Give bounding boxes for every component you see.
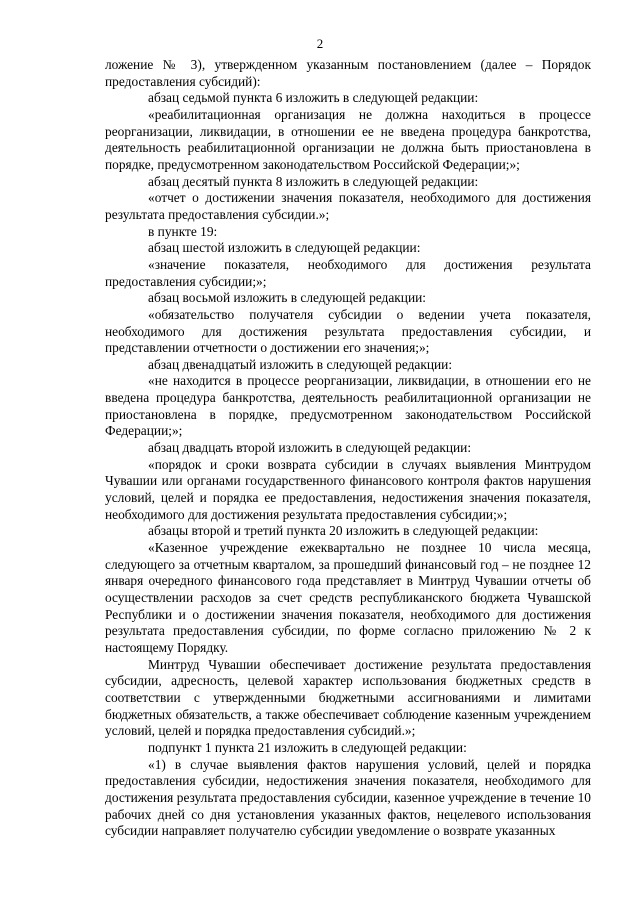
paragraph: «порядок и сроки возврата субсидии в случаях выявления Минтрудом Чувашии или органами государственного финансового контроля фактов нарушения условий, целей и порядка ее предоставления, недостижения значения показателя, необходимого для достижения результата предоставления субсидии;»; bbox=[105, 456, 591, 522]
paragraph: Минтруд Чувашии обеспечивает достижение результата предоставления субсидии, адресность, целевой характер использования бюджетных средств в соответствии с утвержденными бюджетными ассигнованиями и лимитами бюджетных обязательств, а также обеспечивает соблюдение казенным учреждением условий, целей и порядка предоставления субсидий.»; bbox=[105, 656, 591, 739]
paragraph: подпункт 1 пункта 21 изложить в следующей редакции: bbox=[148, 739, 467, 755]
paragraph: ложение № 3), утвержденном указанным постановлением (далее – Порядок предоставления субсидий): bbox=[105, 57, 591, 89]
paragraph: «отчет о достижении значения показателя, необходимого для достижения результата предоставления субсидии.»; bbox=[105, 190, 591, 222]
document-body bbox=[105, 57, 591, 840]
paragraph: «1) в случае выявления фактов нарушения условий, целей и порядка предоставления субсидии, недостижения значения показателя, необходимого для достижения результата предоставления субсидии, казенное учреждение в течение 10 рабочих дней со дня установления указанных фактов, нецелевого использования субсидии направляет получателю субсидии уведомление о возврате указанных bbox=[105, 756, 591, 839]
paragraph: абзац двенадцатый изложить в следующей редакции: bbox=[148, 356, 453, 372]
paragraph: «Казенное учреждение ежеквартально не позднее 10 числа месяца, следующего за отчетным кварталом, за прошедший финансовый год – не позднее 12 января очередного финансового года представляет в Минтруд Чувашии отчеты об осуществлении расходов за счет средств республиканского бюджета Чувашской Республики и о достижении значения показателя, необходимого для достижения результата предоставления субсидии, по форме согласно приложению № 2 к настоящему Порядку. bbox=[105, 540, 591, 655]
paragraph: «не находится в процессе реорганизации, ликвидации, в отношении его не введена процедура банкротства, деятельность реабилитационной организации не приостановлена в порядке, предусмотренном законодательством Российской Федерации;»; bbox=[105, 373, 591, 439]
paragraph: «обязательство получателя субсидии о ведении учета показателя, необходимого для достижения результата предоставления субсидии, и представлении отчетности о достижении его значения;»; bbox=[105, 306, 591, 356]
paragraph: абзац восьмой изложить в следующей редакции: bbox=[148, 290, 427, 306]
paragraph: абзац двадцать второй изложить в следующей редакции: bbox=[148, 440, 472, 456]
paragraph: абзац шестой изложить в следующей редакции: bbox=[148, 240, 421, 256]
paragraph: абзацы второй и третий пункта 20 изложить в следующей редакции: bbox=[148, 523, 539, 539]
paragraph: абзац седьмой пункта 6 изложить в следующей редакции: bbox=[148, 90, 479, 106]
paragraph: в пункте 19: bbox=[148, 223, 218, 239]
paragraph: «значение показателя, необходимого для достижения результата предоставления субсидии;»; bbox=[105, 256, 591, 289]
page-number: 2 bbox=[316, 36, 324, 51]
paragraph: абзац десятый пункта 8 изложить в следующей редакции: bbox=[148, 173, 479, 189]
paragraph: «реабилитационная организация не должна находиться в процессе реорганизации, ликвидации, в отношении ее не введена процедура банкротства, деятельность реабилитационной организации не должна быть приостановлена в порядке, предусмотренном законодательством Российской Федерации;»; bbox=[105, 106, 591, 172]
